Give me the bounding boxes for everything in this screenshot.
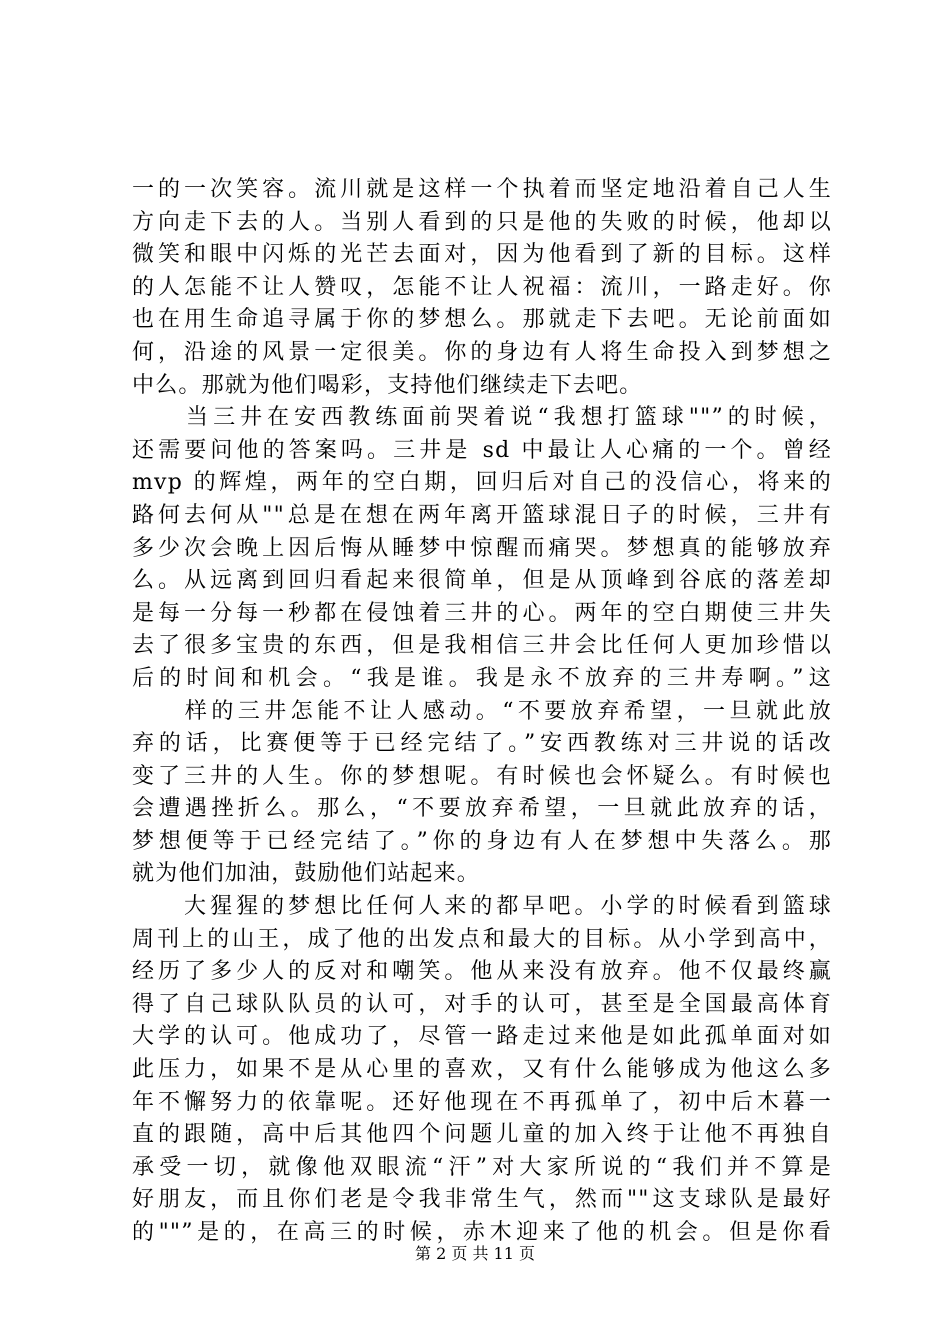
text-line: 何，沿途的风景一定很美。你的身边有人将生命投入到梦想之 [132, 339, 832, 365]
text-line: 梦想便等于已经完结了。”你的身边有人在梦想中失落么。那 [132, 828, 832, 854]
text-line: 样的三井怎能不让人感动。“不要放弃希望，一旦就此放 [132, 698, 832, 724]
text-line: 经历了多少人的反对和嘲笑。他从来没有放弃。他不仅最终赢 [132, 959, 832, 985]
text-line: 多少次会晚上因后悔从睡梦中惊醒而痛哭。梦想真的能够放弃 [132, 535, 832, 561]
text-line: 承受一切，就像他双眼流“汗”对大家所说的“我们并不算是 [132, 1154, 832, 1180]
text-line: 的""”是的，在高三的时候，赤木迎来了他的机会。但是你看 [132, 1220, 832, 1245]
text-line: 好朋友，而且你们老是令我非常生气，然而""这支球队是最好 [132, 1187, 832, 1213]
text-line: 方向走下去的人。当别人看到的只是他的失败的时候，他却以 [132, 209, 832, 235]
text-line: 会遭遇挫折么。那么，“不要放弃希望，一旦就此放弃的话， [132, 796, 832, 822]
text-line: 中么。那就为他们喝彩，支持他们继续走下去吧。 [132, 372, 643, 398]
text-line: 还需要问他的答案吗。三井是 sd 中最让人心痛的一个。曾经 [132, 437, 832, 463]
text-line: 去了很多宝贵的东西，但是我相信三井会比任何人更加珍惜以 [132, 633, 832, 659]
text-line: 此压力，如果不是从心里的喜欢，又有什么能够成为他这么多 [132, 1057, 832, 1083]
text-line: 弃的话，比赛便等于已经完结了。”安西教练对三井说的话改 [132, 731, 832, 757]
text-line: 大猩猩的梦想比任何人来的都早吧。小学的时候看到篮球 [132, 894, 832, 920]
text-line: 么。从远离到回归看起来很简单，但是从顶峰到谷底的落差却 [132, 568, 832, 594]
text-line: mvp 的辉煌，两年的空白期，回归后对自己的没信心，将来的 [132, 470, 832, 496]
text-line: 是每一分每一秒都在侵蚀着三井的心。两年的空白期使三井失 [132, 600, 832, 626]
text-line: 年不懈努力的依靠呢。还好他现在不再孤单了，初中后木暮一 [132, 1089, 832, 1115]
text-line: 周刊上的山王，成了他的出发点和最大的目标。从小学到高中， [132, 926, 832, 952]
text-line: 也在用生命追寻属于你的梦想么。那就走下去吧。无论前面如 [132, 307, 832, 333]
text-line: 直的跟随，高中后其他四个问题儿童的加入终于让他不再独自 [132, 1122, 832, 1148]
text-line: 一的一次笑容。流川就是这样一个执着而坚定地沿着自己人生 [132, 177, 832, 202]
text-line: 变了三井的人生。你的梦想呢。有时候也会怀疑么。有时候也 [132, 763, 832, 789]
text-line: 后的时间和机会。“我是谁。我是永不放弃的三井寿啊。”这 [132, 665, 832, 691]
text-line: 微笑和眼中闪烁的光芒去面对，因为他看到了新的目标。这样 [132, 242, 832, 268]
document-body [132, 174, 832, 1250]
text-line: 就为他们加油，鼓励他们站起来。 [132, 861, 481, 887]
page-number-footer: 第 2 页 共 11 页 [415, 1244, 535, 1263]
text-line: 的人怎能不让人赞叹，怎能不让人祝福：流川，一路走好。你 [132, 274, 832, 300]
text-line: 大学的认可。他成功了，尽管一路走过来他是如此孤单面对如 [132, 1024, 832, 1050]
text-line: 当三井在安西教练面前哭着说“我想打篮球""”的时候， [132, 405, 832, 431]
text-line: 路何去何从""总是在想在两年离开篮球混日子的时候，三井有 [132, 502, 832, 528]
text-line: 得了自己球队队员的认可，对手的认可，甚至是全国最高体育 [132, 991, 832, 1017]
